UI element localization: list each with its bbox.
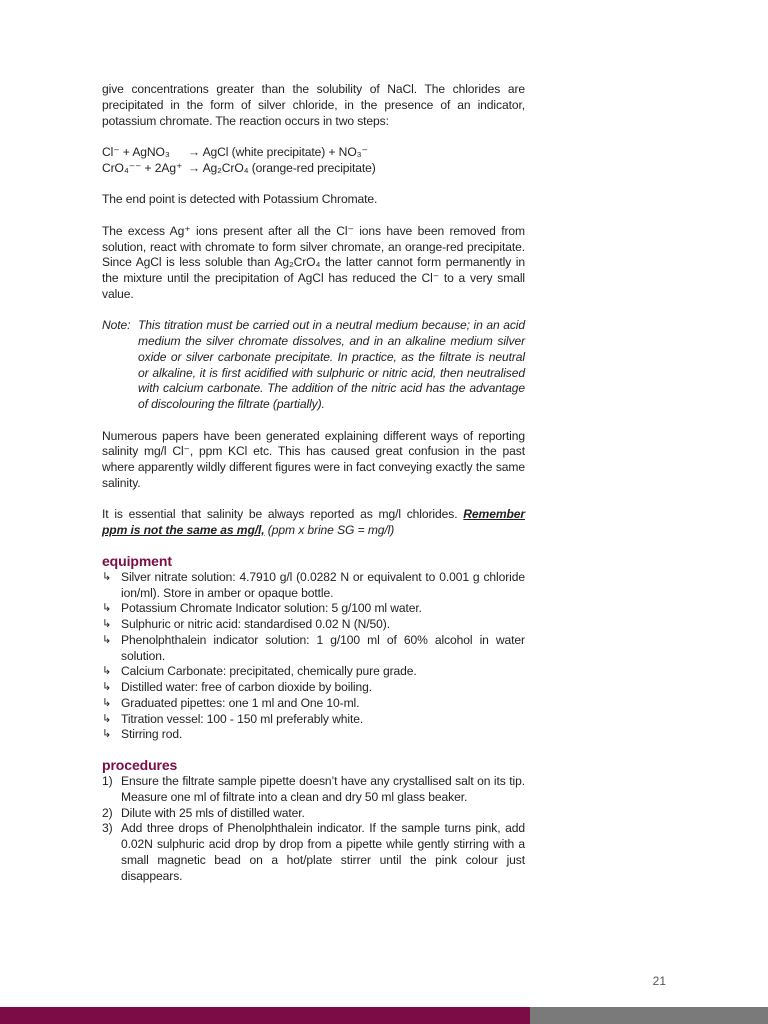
list-item: ↳ Sulphuric or nitric acid: standardised 0.02 N (N/50).: [102, 617, 390, 631]
document-body: [102, 82, 525, 884]
bullet-arrow-icon: ↳: [102, 728, 112, 741]
essential-emphasis: Remember ppm is not the same as mg/l,: [102, 507, 525, 537]
list-item: ↳ Titration vessel: 100 - 150 ml preferably white.: [102, 711, 364, 726]
note-text: This titration must be carried out in a neutral medium because; in an acid medium the silver chromate dissolves, and in an alkaline medium silver oxide or silver carbonate precipitate. In practice, as the filtrate is neutral or alkaline, it is first acidified with sulphuric or nitric acid, then neutralised with calcium carbonate. The addition of the nitric acid has the advantage of discolouring the filtrate (partially).: [138, 318, 525, 411]
page-number: 21: [652, 974, 666, 988]
reaction-line-1: [102, 145, 525, 161]
bullet-arrow-icon: ↳: [102, 602, 112, 615]
essential-paragraph: [102, 507, 525, 539]
bullet-arrow-icon: ↳: [102, 696, 112, 709]
bullet-arrow-icon: ↳: [102, 618, 112, 630]
bullet-arrow-icon: ↳: [102, 712, 112, 725]
reaction-line-2: [102, 161, 525, 177]
reaction-2-reactants: CrO₄⁻⁻ + 2Ag⁺: [102, 160, 183, 175]
footer-bar-accent: [0, 1007, 530, 1024]
list-item: ↳ Stirring rod.: [102, 727, 183, 742]
procedures-list: [102, 774, 525, 884]
bullet-arrow-icon: ↳: [102, 570, 112, 583]
excess-ions-paragraph: The excess Ag⁺ ions present after all the Cl⁻ ions have been removed from solution, react with chromate to form silver chromate, an orange-red precipitate. Since AgCl is less soluble than Ag₂CrO₄ the latter cannot form permanently in the mixture until the precipitation of AgCl has reduced the Cl⁻ to a very small value.: [102, 223, 525, 301]
equipment-heading: equipment: [102, 552, 172, 569]
note-block: [102, 318, 525, 413]
list-item: 1) Ensure the filtrate sample pipette doesn’t have any crystallised salt on its tip. Measure one ml of filtrate into a clean and dry 50 ml glass beaker.: [102, 774, 525, 804]
list-item: ↳ Calcium Carbonate: precipitated, chemically pure grade.: [102, 664, 417, 679]
essential-text: It is essential that salinity be always reported as mg/l chlorides.: [102, 507, 464, 522]
papers-paragraph: Numerous papers have been generated explaining different ways of reporting salinity mg/l Cl⁻, ppm KCl etc. This has caused great confusion in the past where apparently wildly different figures were in fact conveying exactly the same salinity.: [102, 428, 525, 490]
bullet-arrow-icon: ↳: [102, 665, 112, 678]
footer-bar-gray: [530, 1007, 768, 1024]
list-item: 3) Add three drops of Phenolphthalein indicator. If the sample turns pink, add 0.02N sulphuric acid drop by drop from a pipette while gently stirring with a small magnetic bead on a hot/plate stirrer until the pink colour just disappears.: [102, 821, 525, 883]
essential-formula: (ppm x brine SG = mg/l): [264, 523, 395, 537]
list-item: ↳ Distilled water: free of carbon dioxide by boiling.: [102, 680, 373, 694]
note-label: Note:: [102, 318, 131, 333]
reaction-1-reactants: Cl⁻ + AgNO₃: [102, 145, 170, 159]
list-item: ↳ Silver nitrate solution: 4.7910 g/l (0.0282 N or equivalent to 0.001 g chloride ion/ml). Store in amber or opaque bottle.: [102, 569, 525, 600]
reaction-1-products: → AgCl (white precipitate) + NO₃⁻: [188, 145, 368, 159]
bullet-arrow-icon: ↳: [102, 633, 112, 646]
list-item: ↳ Phenolphthalein indicator solution: 1 g/100 ml of 60% alcohol in water solution.: [102, 632, 525, 663]
bullet-arrow-icon: ↳: [102, 681, 112, 693]
endpoint-paragraph: The end point is detected with Potassium Chromate.: [102, 192, 378, 207]
procedures-heading: procedures: [102, 757, 178, 773]
list-item: ↳ Graduated pipettes: one 1 ml and One 10-ml.: [102, 695, 360, 710]
intro-paragraph: give concentrations greater than the solubility of NaCl. The chlorides are precipitated in the form of silver chloride, in the presence of an indicator, potassium chromate. The reaction occurs in two steps:: [102, 82, 525, 128]
list-item: 2) Dilute with 25 mls of distilled water.: [102, 805, 305, 820]
step-number: 1): [102, 774, 113, 788]
reaction-2-products: → Ag₂CrO₄ (orange-red precipitate): [188, 160, 376, 175]
step-number: 2): [102, 805, 113, 820]
reaction-equations: [102, 145, 525, 177]
equipment-list: [102, 570, 525, 743]
list-item: ↳ Potassium Chromate Indicator solution: 5 g/100 ml water.: [102, 601, 422, 616]
step-number: 3): [102, 821, 113, 836]
